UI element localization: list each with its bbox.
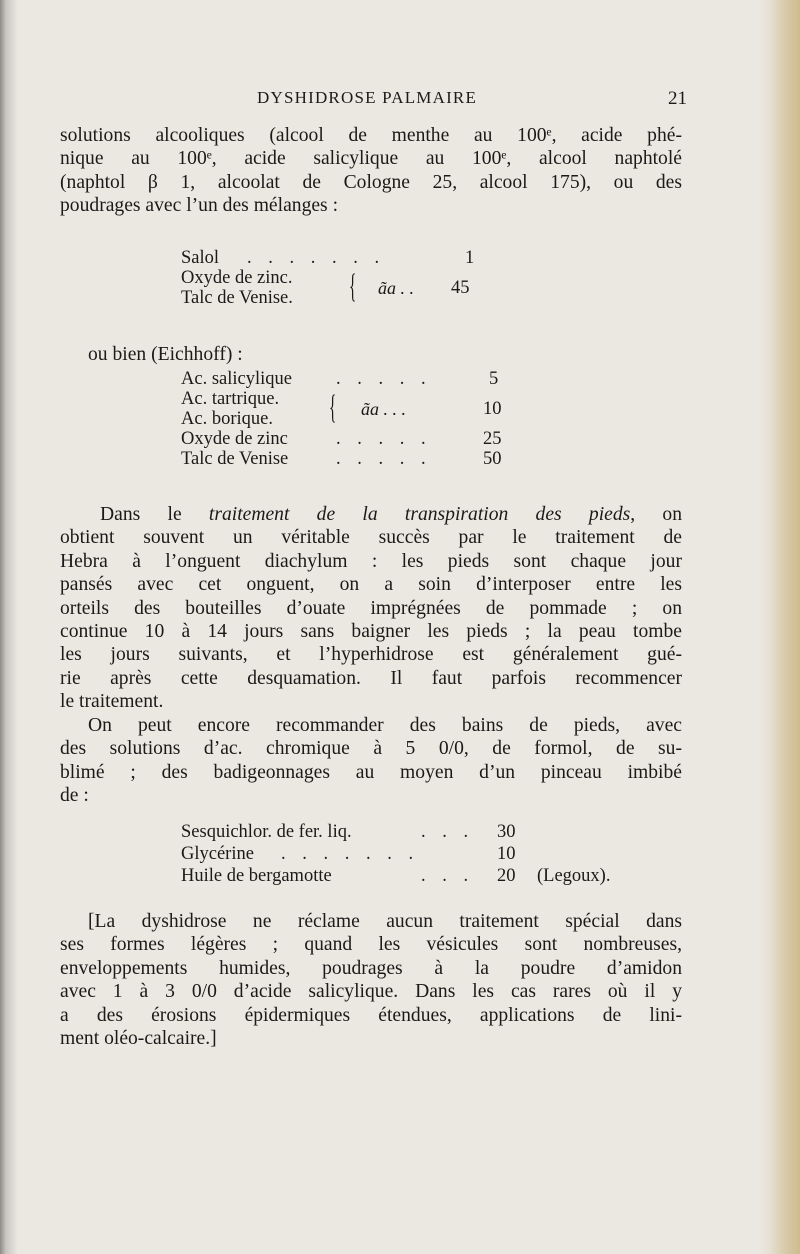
grouping-brace: {: [349, 268, 357, 305]
ingredient-quantity: 10: [483, 399, 502, 419]
paragraph-2: [60, 503, 682, 714]
text-line: [La dyshidrose ne réclame aucun traitement spécial dans: [88, 911, 682, 932]
text-line: des solutions d’ac. chromique à 5 0/0, de formol, de su-: [60, 738, 682, 760]
ingredient-name: Oxyde de zinc.: [181, 268, 293, 288]
ana-abbreviation: ãa . .: [378, 278, 414, 298]
text-line: obtient souvent un véritable succès par le traitement de: [60, 527, 682, 549]
emphasis: traitement de la transpiration des pieds: [208, 504, 631, 525]
text-line: continue 10 à 14 jours sans baigner les pieds ; la peau tombe: [60, 621, 682, 643]
recipe-2: [181, 369, 511, 469]
ingredient-name: Salol: [181, 248, 220, 268]
text-line: rie après cette desquamation. Il faut parfois recommencer: [60, 667, 682, 689]
text-line: les jours suivants, et l’hyperhidrose est généralement gué-: [60, 644, 682, 666]
text-line: enveloppements humides, poudrages à la poudre d’amidon: [60, 957, 682, 979]
recipe-row: [181, 449, 511, 469]
text-line: (naphtol β 1, alcoolat de Cologne 25, alcool 175), ou des: [60, 171, 682, 193]
ingredient-name: Ac. borique.: [181, 409, 273, 429]
ingredient-quantity: 10: [497, 844, 516, 864]
recipe-row: [181, 844, 661, 866]
text-line: de :: [60, 785, 89, 807]
ingredient-name: Huile de bergamotte: [181, 866, 332, 886]
leader-dots: . . . . .: [336, 449, 432, 469]
ingredient-quantity: 50: [483, 449, 502, 469]
text-line: Hebra à l’onguent diachylum : les pieds sont chaque jour: [60, 550, 682, 572]
text-line: a des érosions épidermiques étendues, applications de lini-: [60, 1004, 682, 1026]
page-number: 21: [668, 88, 687, 109]
page-edge-stain: [760, 0, 800, 1254]
ingredient-name: Sesquichlor. de fer. liq.: [181, 822, 352, 842]
text-run: Dans le: [100, 504, 209, 525]
text-line: avec 1 à 3 0/0 d’acide salicylique. Dans les cas rares où il y: [60, 981, 682, 1003]
ingredient-name: Oxyde de zinc: [181, 429, 288, 449]
text-line: pansés avec cet onguent, on a soin d’interposer entre les: [60, 574, 682, 596]
ingredient-name: Glycérine: [181, 844, 254, 864]
leader-dots: . . . . .: [336, 369, 432, 389]
text-line: On peut encore recommander des bains de pieds, avec: [88, 715, 682, 736]
ingredient-name: Talc de Venise: [181, 449, 289, 469]
text-line: poudrages avec l’un des mélanges :: [60, 195, 339, 217]
ingredient-quantity: 1: [465, 248, 475, 268]
recipe-row: [181, 288, 491, 308]
paragraph-1: [60, 124, 682, 218]
leader-dots: . . .: [421, 866, 475, 886]
text-line: nique au 100ᵉ, acide salicylique au 100ᵉ, alcool naphtolé: [60, 148, 682, 170]
leader-dots: . . . . . . .: [247, 248, 386, 268]
text-line: le traitement.: [60, 691, 164, 713]
ana-abbreviation: ãa . . .: [361, 399, 406, 419]
paragraph-3: [60, 714, 682, 808]
ingredient-quantity: 45: [451, 278, 470, 298]
text-run: , on: [630, 504, 682, 525]
ingredient-quantity: 25: [483, 429, 502, 449]
leader-dots: . . .: [421, 822, 475, 842]
recipe-row: [181, 822, 661, 844]
ingredient-quantity: 30: [497, 822, 516, 842]
recipe-row: [181, 389, 511, 409]
text-line: ses formes légères ; quand les vésicules sont nombreuses,: [60, 934, 682, 956]
recipe-intro: ou bien (Eichhoff) :: [88, 344, 243, 365]
ingredient-name: Talc de Venise.: [181, 288, 293, 308]
text-line: solutions alcooliques (alcool de menthe au 100ᵉ, acide phé-: [60, 125, 682, 146]
recipe-row: [181, 248, 491, 268]
recipe-3: [181, 822, 661, 888]
header-title: DYSHIDROSE PALMAIRE: [257, 88, 478, 107]
ingredient-quantity: 5: [489, 369, 499, 389]
recipe-row: [181, 369, 511, 389]
text-line: [60, 503, 682, 526]
ingredient-name: Ac. tartrique.: [181, 389, 280, 409]
ingredient-name: Ac. salicylique: [181, 369, 292, 389]
recipe-row: [181, 866, 661, 888]
recipe-1: [181, 248, 491, 308]
paragraph-4: [60, 910, 682, 1050]
grouping-brace: {: [329, 389, 337, 426]
recipe-row: [181, 429, 511, 449]
leader-dots: . . . . .: [336, 429, 432, 449]
source-note: (Legoux).: [537, 866, 611, 886]
recipe-row: [181, 268, 491, 288]
text-line: blimé ; des badigeonnages au moyen d’un pinceau imbibé: [60, 761, 682, 783]
ingredient-quantity: 20: [497, 866, 516, 886]
text-line: orteils des bouteilles d’ouate imprégnées de pommade ; on: [60, 597, 682, 619]
text-line: ment oléo-calcaire.]: [60, 1028, 217, 1050]
recipe-row: [181, 409, 511, 429]
leader-dots: . . . . . . .: [281, 844, 420, 864]
